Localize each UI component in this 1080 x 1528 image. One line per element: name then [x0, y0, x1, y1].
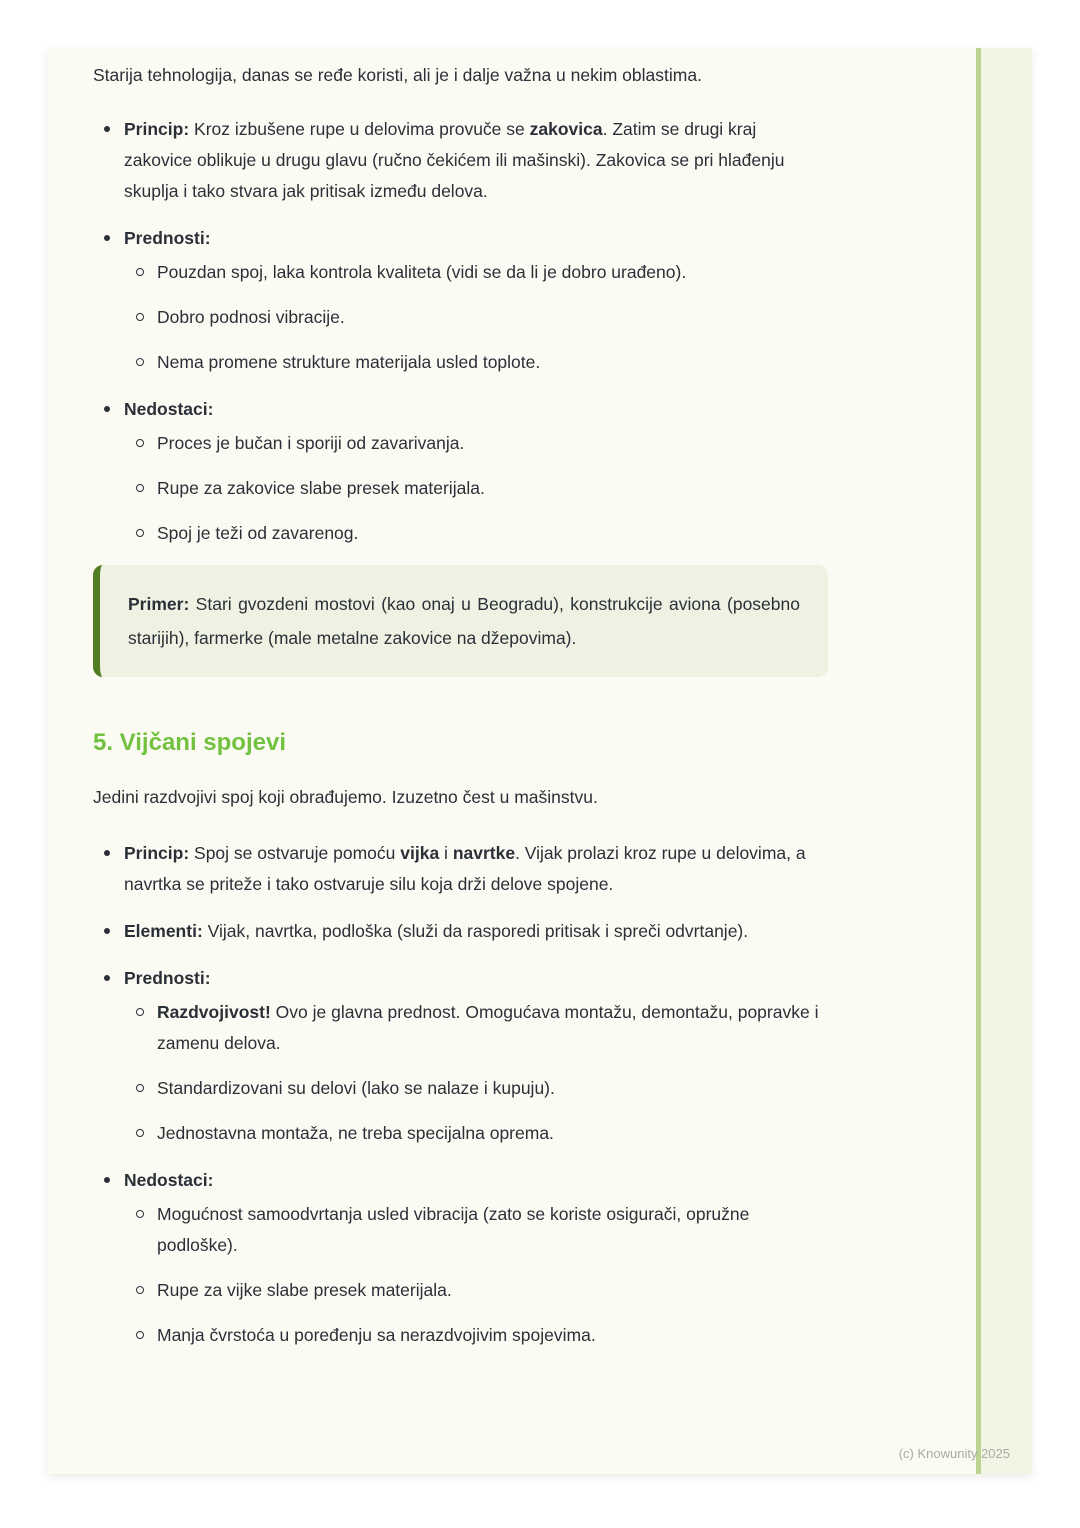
bold-label: Prednosti: — [124, 228, 211, 248]
circle-bullet-icon — [136, 1331, 144, 1339]
circle-bullet-icon — [136, 313, 144, 321]
page-content — [93, 60, 828, 1367]
sub-list-item — [124, 257, 828, 288]
sub-item-text: Pouzdan spoj, laka kontrola kvaliteta (vidi se da li je dobro urađeno). — [157, 262, 687, 282]
sub-item-text: Nema promene strukture materijala usled toplote. — [157, 352, 541, 372]
bullet-icon — [104, 235, 110, 241]
sub-item-text: Rupe za vijke slabe presek materijala. — [157, 1280, 452, 1300]
text-run: . Zatim se drugi kraj zakovice oblikuje u drugu glavu (ručno čekićem ili mašinski). Zakovica se pri hlađenju skuplja i tako stvara jak pritisak između delova. — [124, 119, 785, 201]
bold-term: vijka — [400, 843, 440, 863]
bold-label: Princip: — [124, 119, 190, 139]
sub-list-item — [124, 1118, 828, 1149]
list-item-principle — [93, 838, 828, 900]
bold-label: Nedostaci: — [124, 399, 214, 419]
bullet-icon — [104, 975, 110, 981]
sub-list-item — [124, 428, 828, 459]
advantages-sublist — [124, 997, 828, 1149]
sub-item-text — [157, 1002, 818, 1053]
bold-label: Prednosti: — [124, 968, 211, 988]
sub-list-item — [124, 1320, 828, 1351]
disadvantages-sublist — [124, 1199, 828, 1351]
disadvantages-sublist — [124, 428, 828, 549]
list-item-text — [124, 119, 784, 201]
bullet-icon — [104, 928, 110, 934]
bold-label: Elementi: — [124, 921, 203, 941]
circle-bullet-icon — [136, 484, 144, 492]
sub-list-item — [124, 1199, 828, 1261]
bullet-icon — [104, 406, 110, 412]
bold-term: Razdvojivost! — [157, 1002, 271, 1022]
list-item-disadvantages — [93, 394, 828, 549]
circle-bullet-icon — [136, 268, 144, 276]
list-item-elements — [93, 916, 828, 947]
sub-list-item — [124, 518, 828, 549]
text-run: i — [439, 843, 453, 863]
sub-list-item — [124, 473, 828, 504]
advantages-sublist — [124, 257, 828, 378]
list-item-text — [124, 921, 748, 941]
circle-bullet-icon — [136, 1008, 144, 1016]
page-edge-green-strip — [976, 48, 1032, 1474]
bullet-icon — [104, 1177, 110, 1183]
text-run: . Vijak prolazi kroz rupe u delovima, a navrtka se priteže i tako ostvaruje silu koja drži delove spojene. — [124, 843, 806, 894]
list-item-principle — [93, 114, 828, 207]
text-run: Vijak, navrtka, podloška (služi da rasporedi pritisak i spreči odvrtanje). — [202, 921, 749, 941]
text-run: Ovo je glavna prednost. Omogućava montažu, demontažu, popravke i zamenu delova. — [157, 1002, 819, 1053]
sub-item-text: Jednostavna montaža, ne treba specijalna oprema. — [157, 1123, 554, 1143]
list-item-text — [124, 843, 806, 894]
sub-item-text: Mogućnost samoodvrtanja usled vibracija (zato se koriste osigurači, opružne podloške). — [157, 1204, 750, 1255]
section-heading: 5. Vijčani spojevi — [93, 729, 286, 756]
list-item-advantages — [93, 963, 828, 1149]
list-item-disadvantages — [93, 1165, 828, 1351]
circle-bullet-icon — [136, 529, 144, 537]
bold-label: Princip: — [124, 843, 190, 863]
screw-joints-list — [93, 838, 828, 1351]
rivets-list — [93, 114, 828, 549]
text-run: Spoj se ostvaruje pomoću — [189, 843, 401, 863]
section-intro-paragraph: Jedini razdvojivi spoj koji obrađujemo. Izuzetno čest u mašinstvu. — [93, 787, 598, 807]
bullet-icon — [104, 126, 110, 132]
circle-bullet-icon — [136, 358, 144, 366]
circle-bullet-icon — [136, 439, 144, 447]
bold-term: zakovica — [529, 119, 603, 139]
text-run: Kroz izbušene rupe u delovima provuče se — [189, 119, 530, 139]
copyright-watermark: (c) Knowunity 2025 — [898, 1446, 1010, 1461]
callout-text: Stari gvozdeni mostovi (kao onaj u Beogradu), konstrukcije aviona (posebno starijih), farmerke (male metalne zakovice na džepovima). — [128, 594, 800, 648]
callout-bold-label: Primer: — [128, 594, 190, 614]
sub-item-text: Dobro podnosi vibracije. — [157, 307, 345, 327]
sub-list-item — [124, 997, 828, 1059]
circle-bullet-icon — [136, 1129, 144, 1137]
sub-item-text: Standardizovani su delovi (lako se nalaze i kupuju). — [157, 1078, 555, 1098]
sub-item-text: Spoj je teži od zavarenog. — [157, 523, 359, 543]
bold-term: navrtke — [452, 843, 516, 863]
sub-list-item — [124, 347, 828, 378]
circle-bullet-icon — [136, 1286, 144, 1294]
list-item-advantages — [93, 223, 828, 378]
circle-bullet-icon — [136, 1084, 144, 1092]
document-page — [47, 48, 1032, 1474]
sub-item-text: Rupe za zakovice slabe presek materijala. — [157, 478, 485, 498]
sub-list-item — [124, 302, 828, 333]
sub-item-text: Manja čvrstoća u poređenju sa nerazdvojivim spojevima. — [157, 1325, 596, 1345]
bold-label: Nedostaci: — [124, 1170, 214, 1190]
sub-list-item — [124, 1275, 828, 1306]
sub-item-text: Proces je bučan i sporiji od zavarivanja. — [157, 433, 465, 453]
intro-paragraph: Starija tehnologija, danas se ređe koristi, ali je i dalje važna u nekim oblastima. — [93, 65, 702, 85]
sub-list-item — [124, 1073, 828, 1104]
example-callout-box — [93, 565, 828, 677]
bullet-icon — [104, 850, 110, 856]
circle-bullet-icon — [136, 1210, 144, 1218]
